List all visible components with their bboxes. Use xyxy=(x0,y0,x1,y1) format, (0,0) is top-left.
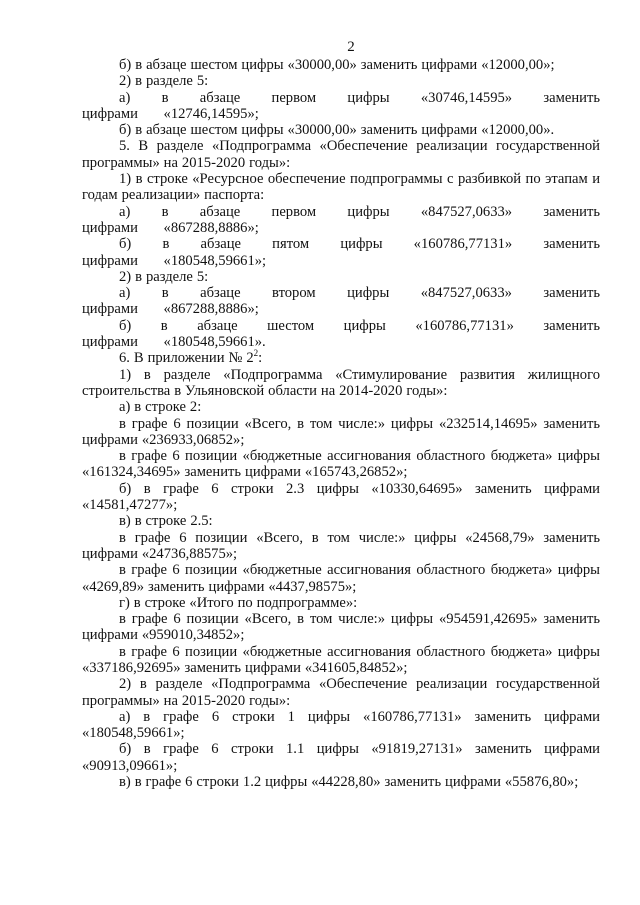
paragraph: г) в строке «Итого по подпрограмме»: xyxy=(119,594,358,611)
paragraph xyxy=(82,350,600,366)
paragraph: в графе 6 позиции «Всего, в том числе:» цифры «232514,14695» заменить цифрами «236933,06852»; xyxy=(82,415,600,448)
paragraph: а) в строке 2: xyxy=(119,399,202,416)
paragraph: 1) в разделе «Подпрограмма «Стимулирование развития жилищного строительства в Ульяновской области на 2014-2020 годы»: xyxy=(82,366,600,399)
paragraph: в) в графе 6 строки 1.2 цифры «44228,80» заменить цифрами «55876,80»; xyxy=(119,774,579,791)
paragraph-text: : xyxy=(258,350,263,367)
paragraph: б) в графе 6 строки 2.3 цифры «10330,64695» заменить цифрами «14581,47277»; xyxy=(82,480,600,514)
paragraph: б) в графе 6 строки 1.1 цифры «91819,27131» заменить цифрами «90913,09661»; xyxy=(82,741,600,774)
paragraph: а) в абзаце втором цифры «847527,0633» заменить цифрами «867288,8886»; xyxy=(82,285,600,318)
paragraph: в графе 6 позиции «Всего, в том числе:» цифры «24568,79» заменить цифрами «24736,88575»; xyxy=(82,529,600,562)
paragraph: 2) в разделе «Подпрограмма «Обеспечение реализации государственной программы» на 2015-2020 годы»: xyxy=(82,676,600,709)
paragraph: в графе 6 позиции «бюджетные ассигнования областного бюджета» цифры «337186,92695» заменить цифрами «341605,84852»; xyxy=(82,643,600,676)
paragraph: а) в абзаце первом цифры «30746,14595» заменить цифрами «12746,14595»; xyxy=(82,89,600,122)
paragraph: 1) в строке «Ресурсное обеспечение подпрограммы с разбивкой по этапам и годам реализации» паспорта: xyxy=(82,171,600,204)
paragraph: б) в абзаце шестом цифры «160786,77131» заменить цифрами «180548,59661». xyxy=(82,317,600,351)
paragraph: в графе 6 позиции «Всего, в том числе:» цифры «954591,42695» заменить цифрами «959010,34852»; xyxy=(82,611,600,644)
paragraph: 5. В разделе «Подпрограмма «Обеспечение реализации государственной программы» на 2015-2020 годы»: xyxy=(82,138,600,171)
paragraph: в графе 6 позиции «бюджетные ассигнования областного бюджета» цифры «161324,34695» заменить цифрами «165743,26852»; xyxy=(82,448,600,481)
paragraph: 2) в разделе 5: xyxy=(119,268,209,285)
paragraph: в графе 6 позиции «бюджетные ассигнования областного бюджета» цифры «4269,89» заменить цифрами «4437,98575»; xyxy=(82,562,600,595)
paragraph-text: 6. В приложении № 2 xyxy=(119,350,254,367)
page-number: 2 xyxy=(347,39,355,55)
paragraph: в) в строке 2.5: xyxy=(119,513,213,530)
paragraph: а) в графе 6 строки 1 цифры «160786,77131» заменить цифрами «180548,59661»; xyxy=(82,708,600,742)
paragraph: б) в абзаце шестом цифры «30000,00» заменить цифрами «12000,00». xyxy=(119,122,555,139)
superscript: 2 xyxy=(253,348,259,359)
paragraph: б) в абзаце шестом цифры «30000,00» заменить цифрами «12000,00»; xyxy=(119,57,555,73)
paragraph: б) в абзаце пятом цифры «160786,77131» заменить цифрами «180548,59661»; xyxy=(82,236,600,269)
paragraph: 2) в разделе 5: xyxy=(119,73,209,90)
paragraph: а) в абзаце первом цифры «847527,0633» заменить цифрами «867288,8886»; xyxy=(82,203,600,236)
